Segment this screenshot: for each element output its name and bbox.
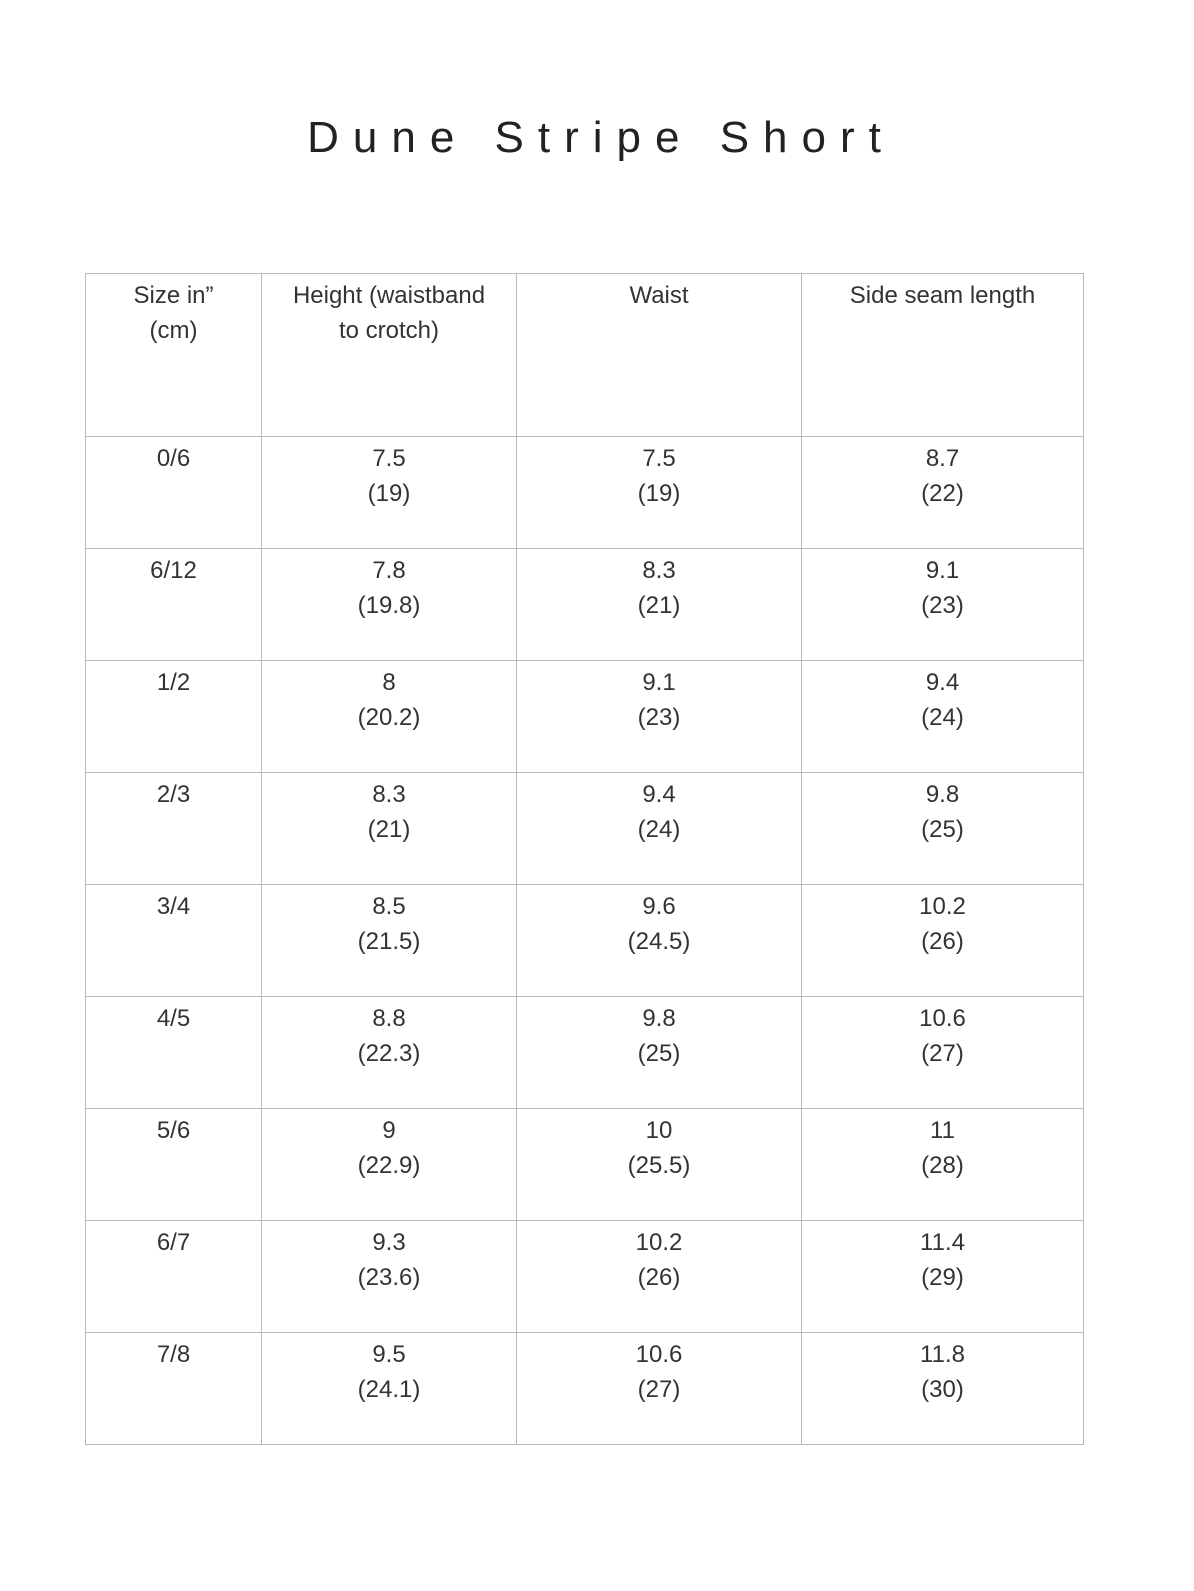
table-row bbox=[86, 437, 1084, 549]
cell-size bbox=[86, 885, 262, 997]
cell-height-cm: (21) bbox=[367, 816, 411, 843]
page-title: Dune Stripe Short bbox=[307, 113, 895, 162]
cell-side-seam bbox=[802, 1333, 1084, 1445]
cell-waist-cm: (25.5) bbox=[627, 1152, 691, 1179]
cell-size bbox=[86, 437, 262, 549]
cell-height-in: 8.3 bbox=[372, 781, 406, 808]
cell-height-in: 9.3 bbox=[372, 1229, 406, 1256]
cell-size-label: 2/3 bbox=[156, 781, 191, 808]
cell-side-seam-cm: (26) bbox=[921, 928, 964, 955]
cell-height-cm: (20.2) bbox=[357, 704, 421, 731]
cell-height bbox=[262, 1333, 517, 1445]
cell-height-in: 9 bbox=[382, 1117, 396, 1144]
cell-waist-cm: (19) bbox=[637, 480, 681, 507]
cell-size-label: 6/7 bbox=[156, 1229, 191, 1256]
cell-waist bbox=[517, 885, 802, 997]
header-height bbox=[262, 274, 517, 437]
cell-height-cm: (21.5) bbox=[357, 928, 421, 955]
cell-waist-in: 10 bbox=[645, 1117, 673, 1144]
cell-side-seam-cm: (28) bbox=[921, 1152, 964, 1179]
cell-height-in: 7.8 bbox=[372, 557, 406, 584]
cell-size bbox=[86, 1221, 262, 1333]
cell-side-seam bbox=[802, 1221, 1084, 1333]
table-row bbox=[86, 1221, 1084, 1333]
cell-height-in: 9.5 bbox=[372, 1341, 406, 1368]
cell-waist-cm: (25) bbox=[637, 1040, 681, 1067]
cell-waist bbox=[517, 1221, 802, 1333]
table-row bbox=[86, 885, 1084, 997]
cell-height-cm: (19.8) bbox=[357, 592, 421, 619]
cell-size-label: 4/5 bbox=[156, 1005, 191, 1032]
cell-waist bbox=[517, 437, 802, 549]
cell-waist-cm: (26) bbox=[637, 1264, 681, 1291]
header-side-seam-line1: Side seam length bbox=[849, 282, 1036, 309]
cell-side-seam-in: 8.7 bbox=[925, 445, 960, 472]
cell-size bbox=[86, 661, 262, 773]
cell-size-label: 7/8 bbox=[156, 1341, 191, 1368]
cell-side-seam bbox=[802, 1109, 1084, 1221]
cell-height bbox=[262, 1109, 517, 1221]
cell-height bbox=[262, 661, 517, 773]
header-size-line2: (cm) bbox=[149, 317, 198, 344]
cell-waist-cm: (24) bbox=[637, 816, 681, 843]
table-row bbox=[86, 1109, 1084, 1221]
cell-waist-in: 9.4 bbox=[642, 781, 676, 808]
cell-size bbox=[86, 997, 262, 1109]
cell-side-seam-in: 9.1 bbox=[925, 557, 960, 584]
header-waist bbox=[517, 274, 802, 437]
cell-waist-in: 10.6 bbox=[635, 1341, 683, 1368]
cell-side-seam-in: 9.4 bbox=[925, 669, 960, 696]
cell-side-seam-cm: (22) bbox=[921, 480, 964, 507]
cell-side-seam-cm: (27) bbox=[921, 1040, 964, 1067]
cell-side-seam-in: 10.6 bbox=[919, 1005, 966, 1032]
cell-side-seam-cm: (25) bbox=[921, 816, 964, 843]
cell-side-seam-in: 11.4 bbox=[920, 1229, 965, 1256]
cell-waist-in: 9.1 bbox=[642, 669, 676, 696]
cell-height-cm: (22.9) bbox=[357, 1152, 421, 1179]
cell-height bbox=[262, 437, 517, 549]
cell-waist-cm: (24.5) bbox=[627, 928, 691, 955]
cell-height-in: 8.8 bbox=[372, 1005, 406, 1032]
cell-waist bbox=[517, 1109, 802, 1221]
cell-waist bbox=[517, 1333, 802, 1445]
cell-waist-in: 8.3 bbox=[642, 557, 676, 584]
cell-side-seam-cm: (30) bbox=[921, 1376, 964, 1403]
cell-waist bbox=[517, 549, 802, 661]
header-height-line1: Height (waistband bbox=[292, 282, 486, 309]
header-side-seam bbox=[802, 274, 1084, 437]
table-row bbox=[86, 549, 1084, 661]
cell-side-seam-cm: (23) bbox=[921, 592, 964, 619]
table-row bbox=[86, 661, 1084, 773]
cell-size bbox=[86, 549, 262, 661]
cell-side-seam-in: 9.8 bbox=[925, 781, 960, 808]
header-size-line1: Size in” bbox=[133, 282, 214, 309]
cell-size-label: 0/6 bbox=[156, 445, 191, 472]
header-waist-line1: Waist bbox=[629, 282, 689, 309]
cell-waist-in: 7.5 bbox=[642, 445, 676, 472]
cell-height-cm: (22.3) bbox=[357, 1040, 421, 1067]
cell-waist-cm: (23) bbox=[637, 704, 681, 731]
cell-waist-in: 10.2 bbox=[635, 1229, 683, 1256]
cell-height-cm: (19) bbox=[367, 480, 411, 507]
cell-side-seam bbox=[802, 549, 1084, 661]
cell-size bbox=[86, 1333, 262, 1445]
cell-height-cm: (24.1) bbox=[357, 1376, 421, 1403]
cell-height bbox=[262, 773, 517, 885]
table-row bbox=[86, 997, 1084, 1109]
cell-height bbox=[262, 885, 517, 997]
header-height-line2: to crotch) bbox=[338, 317, 440, 344]
size-chart-table bbox=[85, 273, 1084, 1445]
cell-side-seam bbox=[802, 437, 1084, 549]
table-header-row bbox=[86, 274, 1084, 437]
cell-side-seam bbox=[802, 997, 1084, 1109]
cell-size-label: 5/6 bbox=[156, 1117, 191, 1144]
cell-height-in: 8 bbox=[382, 669, 396, 696]
cell-waist-cm: (27) bbox=[637, 1376, 681, 1403]
cell-side-seam bbox=[802, 661, 1084, 773]
table-row bbox=[86, 773, 1084, 885]
cell-waist-in: 9.8 bbox=[642, 1005, 676, 1032]
cell-side-seam-in: 10.2 bbox=[919, 893, 966, 920]
cell-side-seam-in: 11.8 bbox=[920, 1341, 965, 1368]
cell-size-label: 3/4 bbox=[156, 893, 191, 920]
table-body bbox=[86, 437, 1084, 1445]
cell-side-seam-cm: (29) bbox=[921, 1264, 964, 1291]
cell-height bbox=[262, 997, 517, 1109]
cell-height bbox=[262, 1221, 517, 1333]
cell-height-in: 8.5 bbox=[372, 893, 406, 920]
cell-height bbox=[262, 549, 517, 661]
table-row bbox=[86, 1333, 1084, 1445]
cell-side-seam bbox=[802, 885, 1084, 997]
cell-size-label: 6/12 bbox=[150, 557, 197, 584]
cell-waist-in: 9.6 bbox=[642, 893, 676, 920]
cell-waist bbox=[517, 661, 802, 773]
cell-waist bbox=[517, 997, 802, 1109]
cell-height-cm: (23.6) bbox=[357, 1264, 421, 1291]
cell-size-label: 1/2 bbox=[156, 669, 191, 696]
cell-size bbox=[86, 773, 262, 885]
cell-waist-cm: (21) bbox=[637, 592, 681, 619]
cell-size bbox=[86, 1109, 262, 1221]
cell-side-seam-in: 11 bbox=[930, 1117, 955, 1144]
cell-side-seam-cm: (24) bbox=[921, 704, 964, 731]
cell-side-seam bbox=[802, 773, 1084, 885]
cell-waist bbox=[517, 773, 802, 885]
header-size bbox=[86, 274, 262, 437]
cell-height-in: 7.5 bbox=[372, 445, 406, 472]
